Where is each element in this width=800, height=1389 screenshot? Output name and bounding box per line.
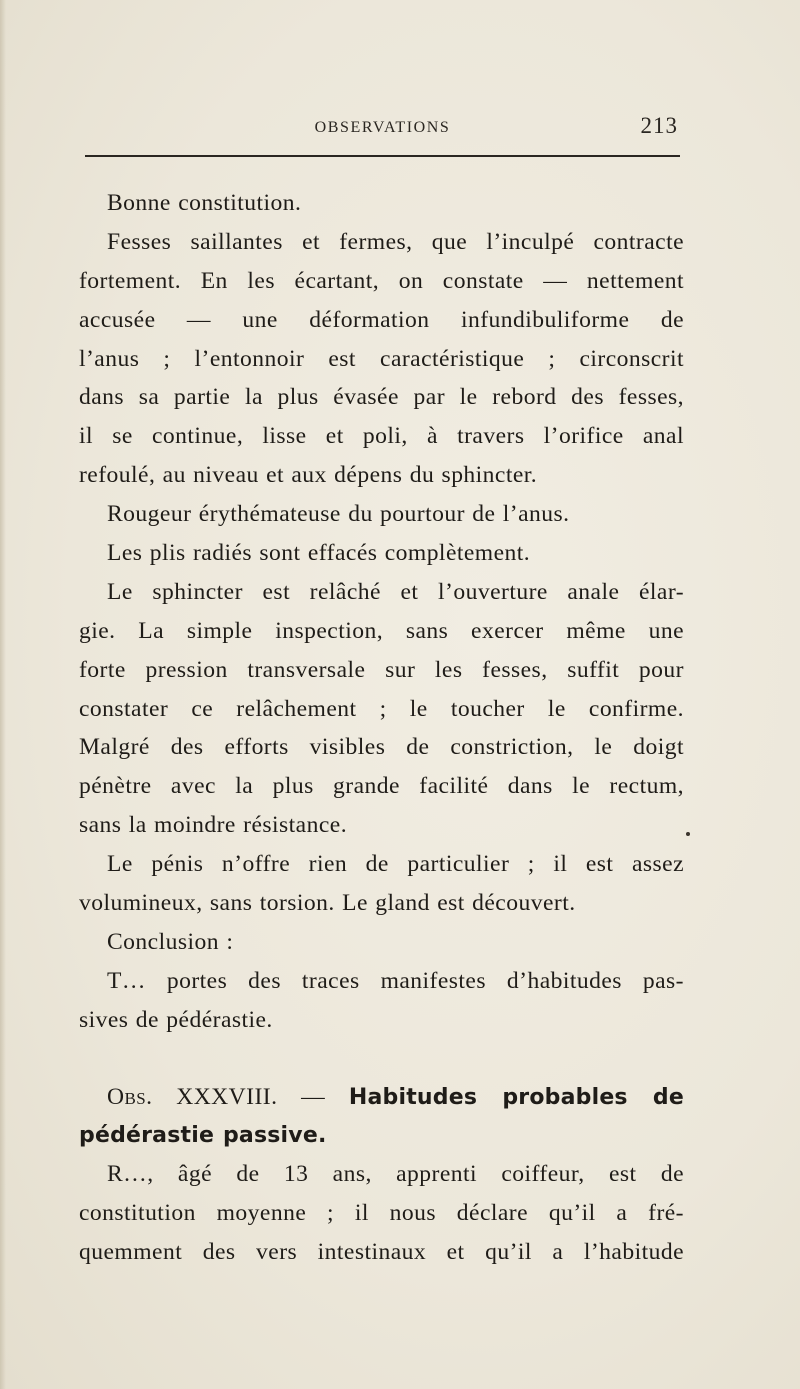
text-line: Bonne constitution.: [107, 190, 302, 216]
body-text: [79, 184, 684, 1272]
text-line: constater ce relâchement ; le toucher le confirme.: [79, 695, 684, 722]
page-number: 213: [640, 113, 678, 138]
text-line: constitution moyenne ; il nous déclare qu’il a fré-: [79, 1200, 684, 1227]
section-gap: [79, 1040, 684, 1078]
text-line: accusée — une déformation infundibuliforme de: [79, 306, 684, 333]
text-line: fortement. En les écartant, on constate — nettement: [79, 267, 684, 294]
running-title: OBSERVATIONS: [314, 119, 451, 136]
observation-title-part1: Habitudes probables de: [348, 1084, 684, 1110]
text-line: Rougeur érythémateuse du pourtour de l’anus.: [107, 501, 570, 528]
text-line: Conclusion :: [107, 928, 234, 955]
page-header: [85, 113, 680, 143]
observation-title-part2: pédérastie passive.: [79, 1123, 327, 1149]
text-line: volumineux, sans torsion. Le gland est découvert.: [79, 890, 576, 917]
text-line: sives de pédérastie.: [79, 1006, 273, 1033]
header-rule: [85, 155, 680, 157]
text-line: R…, âgé de 13 ans, apprenti coiffeur, est de: [107, 1161, 684, 1188]
text-line: quemment des vers intestinaux et qu’il a l’habitude: [79, 1239, 684, 1266]
text-line: sans la moindre résistance.: [79, 812, 348, 839]
page-gutter-shadow: [0, 0, 6, 1389]
text-line: il se continue, lisse et poli, à travers l’orifice anal: [79, 423, 684, 450]
text-line: l’anus ; l’entonnoir est caractéristique ; circonscrit: [79, 345, 684, 372]
text-line: Fesses saillantes et fermes, que l’inculpé contracte: [107, 228, 684, 255]
text-line: Les plis radiés sont effacés complètement.: [107, 540, 531, 567]
observation-heading-cont: [79, 1116, 684, 1155]
text-line: Le sphincter est relâché et l’ouverture anale élar-: [107, 578, 684, 605]
ink-speck: [686, 832, 690, 836]
text-line: Le pénis n’offre rien de particulier ; il est assez: [107, 851, 684, 878]
text-line: gie. La simple inspection, sans exercer même une: [79, 617, 684, 644]
text-line: Malgré des efforts visibles de constriction, le doigt: [79, 734, 684, 761]
text-line: pénètre avec la plus grande facilité dans le rectum,: [79, 773, 684, 800]
text-line: forte pression transversale sur les fesses, suffit pour: [79, 656, 684, 683]
text-line: T… portes des traces manifestes d’habitudes pas-: [107, 967, 684, 994]
observation-label: Obs. XXXVIII. —: [107, 1083, 326, 1110]
text-line: refoulé, au niveau et aux dépens du sphincter.: [79, 462, 538, 489]
text-line: dans sa partie la plus évasée par le rebord des fesses,: [79, 384, 684, 411]
observation-heading: [79, 1078, 684, 1117]
